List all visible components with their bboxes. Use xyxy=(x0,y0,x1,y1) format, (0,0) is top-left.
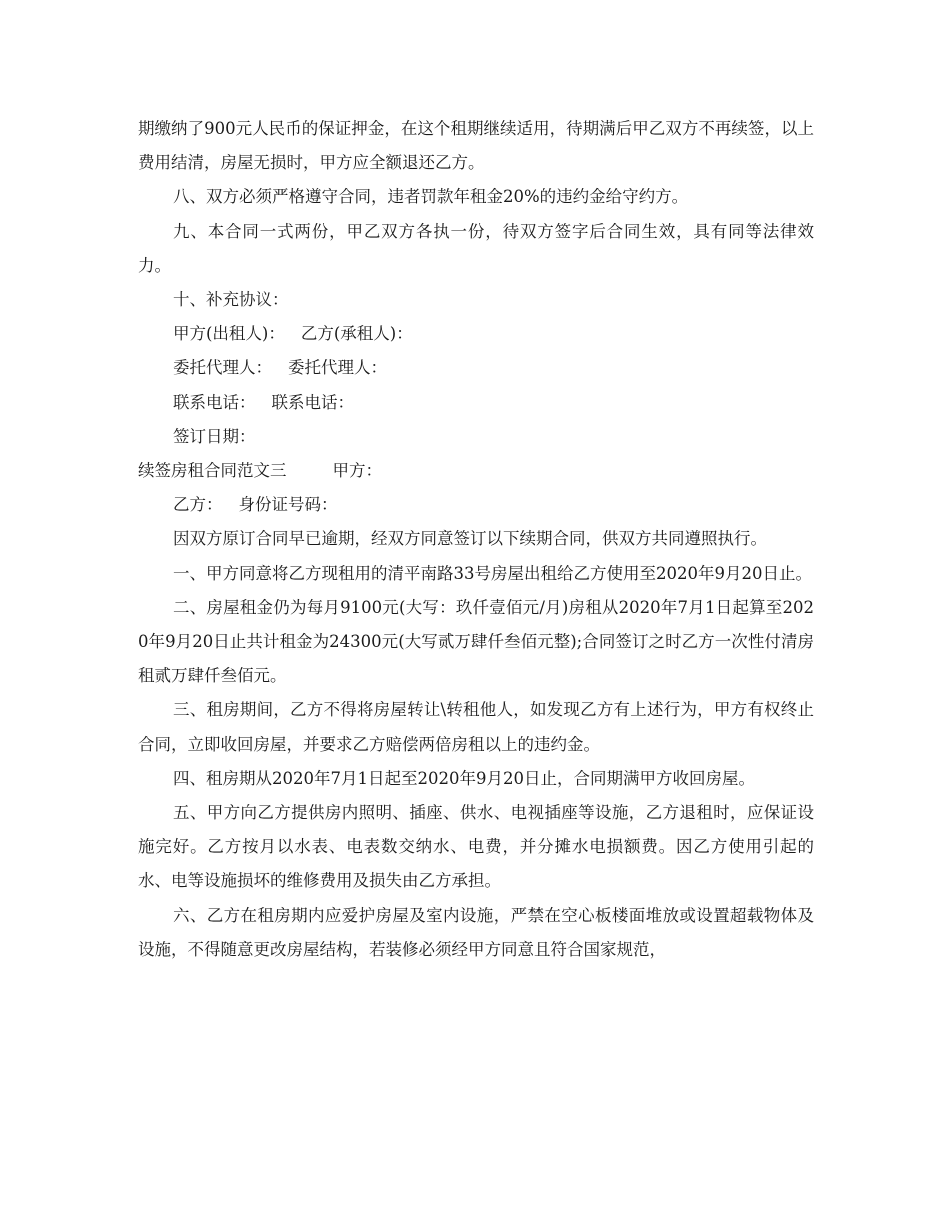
clause-three: 三、租房期间，乙方不得将房屋转让\转租他人，如发现乙方有上述行为，甲方有权终止合同，立即收回房屋，并要求乙方赔偿两倍房租以上的违约金。 xyxy=(138,700,814,754)
clause-eight: 八、双方必须严格遵守合同，违者罚款年租金20%的违约金给守约方。 xyxy=(173,187,689,207)
clause-four: 四、租房期从2020年7月1日起至2020年9月20日止，合同期满甲方收回房屋。 xyxy=(173,768,755,788)
sign-date-label: 签订日期： xyxy=(173,426,256,446)
signature-date-line xyxy=(138,420,814,454)
section-title: 续签房租合同范文三 xyxy=(138,461,287,481)
signature-phone-line xyxy=(138,386,814,420)
paragraph-deposit: 期缴纳了900元人民币的保证押金，在这个租期继续适用，待期满后甲乙双方不再续签，以上费用结清，房屋无损时，甲方应全额退还乙方。 xyxy=(138,119,814,173)
party-a-label: 甲方(出租人)： xyxy=(173,324,285,344)
agent-a-label: 委托代理人： xyxy=(173,358,272,378)
section-party-a-label: 甲方： xyxy=(332,461,382,481)
agent-b-label: 委托代理人： xyxy=(288,358,387,378)
clause-ten: 十、补充协议： xyxy=(173,290,289,310)
preamble-paragraph: 因双方原订合同早已逾期，经双方同意签订以下续期合同，供双方共同遵照执行。 xyxy=(173,529,767,549)
clause-six: 六、乙方在租房期内应爱护房屋及室内设施，严禁在空心板楼面堆放或设置超载物体及设施，不得随意更改房屋结构，若装修必须经甲方同意且符合国家规范， xyxy=(138,905,814,959)
signature-party-line xyxy=(138,317,814,351)
document-body xyxy=(138,112,814,967)
signature-agent-line xyxy=(138,351,814,385)
clause-nine: 九、本合同一式两份，甲乙双方各执一份，待双方签字后合同生效，具有同等法律效力。 xyxy=(138,221,814,275)
clause-two: 二、房屋租金仍为每月9100元(大写：玖仟壹佰元/月)房租从2020年7月1日起算至2020年9月20日止共计租金为24300元(大写贰万肆仟叁佰元整);合同签订之时乙方一次性付清房租贰万肆仟叁佰元。 xyxy=(138,597,814,686)
clause-five: 五、甲方向乙方提供房内照明、插座、供水、电视插座等设施，乙方退租时，应保证设施完好。乙方按月以水表、电表数交纳水、电费，并分摊水电损额费。因乙方使用引起的水、电等设施损坏的维修费用及损失由乙方承担。 xyxy=(138,803,814,891)
section-title-line xyxy=(138,454,814,488)
clause-one: 一、甲方同意将乙方现租用的清平南路33号房屋出租给乙方使用至2020年9月20日止。 xyxy=(173,563,812,583)
phone-a-label: 联系电话： xyxy=(173,392,256,412)
id-number-label: 身份证号码： xyxy=(238,495,338,515)
party-b-label: 乙方(承租人)： xyxy=(300,324,413,344)
phone-b-label: 联系电话： xyxy=(271,392,354,412)
section-party-b-line xyxy=(138,488,814,522)
section-party-b-label: 乙方： xyxy=(173,495,223,515)
